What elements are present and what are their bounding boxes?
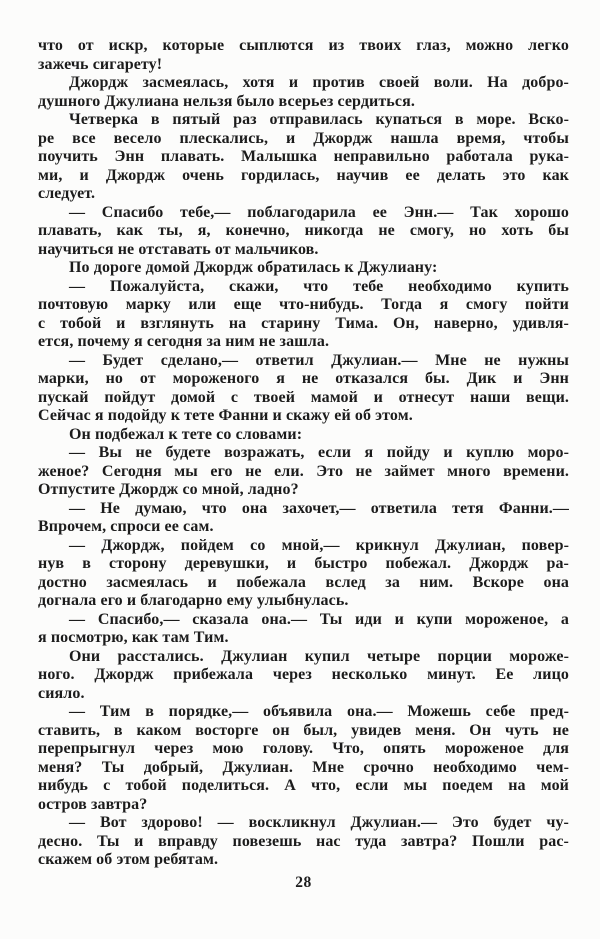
paragraph <box>38 444 569 500</box>
paragraph <box>38 814 569 870</box>
paragraph <box>38 278 569 352</box>
text-line: меня? Ты добрый, Джулиан. Мне срочно необходимо чем- <box>38 758 569 776</box>
text-line: — Вы не будете возражать, если я пойду и куплю моро- <box>69 444 569 461</box>
paragraph <box>38 259 569 278</box>
text-line: Отпустите Джордж со мной, ладно? <box>38 481 299 498</box>
text-line: нув в сторону деревушки, и быстро побежал. Джордж ра- <box>38 555 569 572</box>
text-line: почтовую марку или еще что-нибудь. Тогда я смогу пойти <box>38 296 569 313</box>
paragraph <box>38 111 569 204</box>
text-line: зажечь сигарету! <box>38 55 163 73</box>
text-line: По дороге домой Джордж обратилась к Джулиану: <box>69 259 438 276</box>
text-line: ного. Джордж прибежала через несколько минут. Ее лицо <box>38 666 569 683</box>
text-line: — Пожалуйста, скажи, что тебе необходимо купить <box>69 277 569 295</box>
paragraph <box>38 537 569 611</box>
text-line: догнала его и благодарно ему улыбнулась. <box>38 592 349 609</box>
text-line: душного Джулиана нельзя было всерьез сердиться. <box>38 92 415 110</box>
text-line: ставить, в каком восторге он был, увидев меня. Он чуть не <box>38 721 569 739</box>
text-line: — Вот здорово! — воскликнул Джулиан.— Это будет чу- <box>69 814 569 831</box>
text-line: марки, но от мороженого я не отказался бы. Дик и Энн <box>38 370 569 387</box>
paragraph <box>38 37 569 74</box>
text-line: Четверка в пятый раз отправилась купаться в море. Вско- <box>69 111 569 128</box>
text-line: ми, и Джордж очень гордилась, научив ее делать это как <box>38 166 569 184</box>
text-line: Впрочем, спроси ее сам. <box>38 518 214 535</box>
text-line: Они расстались. Джулиан купил четыре порции мороже- <box>69 647 569 665</box>
text-line: Джордж засмеялась, хотя и против своей воли. На добро- <box>69 74 569 91</box>
text-line: — Спасибо тебе,— поблагодарила ее Энн.— Так хорошо <box>69 203 569 221</box>
text-line: — Спасибо,— сказала она.— Ты иди и купи мороженое, а <box>69 610 569 628</box>
text-line: — Не думаю, что она захочет,— ответила тетя Фанни.— <box>69 499 569 517</box>
text-line: — Джордж, пойдем со мной,— крикнул Джулиан, повер- <box>69 536 569 554</box>
text-line: плавать, как ты, я, конечно, никогда не смогу, но хоть бы <box>38 222 569 239</box>
text-line: скажем об этом ребятам. <box>38 851 219 868</box>
text-column <box>38 37 569 870</box>
paragraph <box>38 703 569 814</box>
text-line: с тобой и взглянуть на старину Тима. Он, наверно, удивля- <box>38 314 569 332</box>
text-line: что от искр, которые сыплются из твоих глаз, можно легко <box>38 37 569 54</box>
text-line: достно засмеялась и побежала вслед за ним. Вскоре она <box>38 573 569 591</box>
text-line: пускай пойдут домой с твоей мамой и отнесут наши вещи. <box>38 388 569 406</box>
text-line: Он подбежал к тете со словами: <box>69 425 303 443</box>
text-line: сияло. <box>38 684 85 702</box>
paragraph <box>38 500 569 537</box>
text-line: перепрыгнул через мою голову. Что, опять мороженое для <box>38 740 569 757</box>
paragraph <box>38 204 569 260</box>
text-line: следует. <box>38 185 96 202</box>
paragraph <box>38 352 569 426</box>
text-line: ре все весело плескались, и Джордж нашла время, чтобы <box>38 129 569 147</box>
paragraph <box>38 426 569 445</box>
paragraph <box>38 74 569 111</box>
text-line: остров завтра? <box>38 795 148 813</box>
text-line: — Будет сделано,— ответил Джулиан.— Мне не нужны <box>69 351 569 369</box>
text-line: нибудь с тобой поделиться. А что, если мы поедем на мой <box>38 777 569 794</box>
text-line: десно. Ты и вправду повезешь нас туда завтра? Пошли рас- <box>38 832 569 850</box>
text-line: — Тим в порядке,— объявила она.— Можешь себе пред- <box>69 703 569 720</box>
paragraph <box>38 648 569 704</box>
paragraph <box>38 611 569 648</box>
text-line: Сейчас я подойду к тете Фанни и скажу ей об этом. <box>38 407 413 424</box>
text-line: я посмотрю, как там Тим. <box>38 629 229 646</box>
text-line: ется, почему я сегодня за ним не зашла. <box>38 333 330 350</box>
page-number: 28 <box>295 874 312 891</box>
text-line: женое? Сегодня мы его не ели. Это не займет много времени. <box>38 462 569 480</box>
text-line: поучить Энн плавать. Малышка неправильно работала рука- <box>38 148 569 165</box>
text-line: научиться не отставать от мальчиков. <box>38 240 319 258</box>
